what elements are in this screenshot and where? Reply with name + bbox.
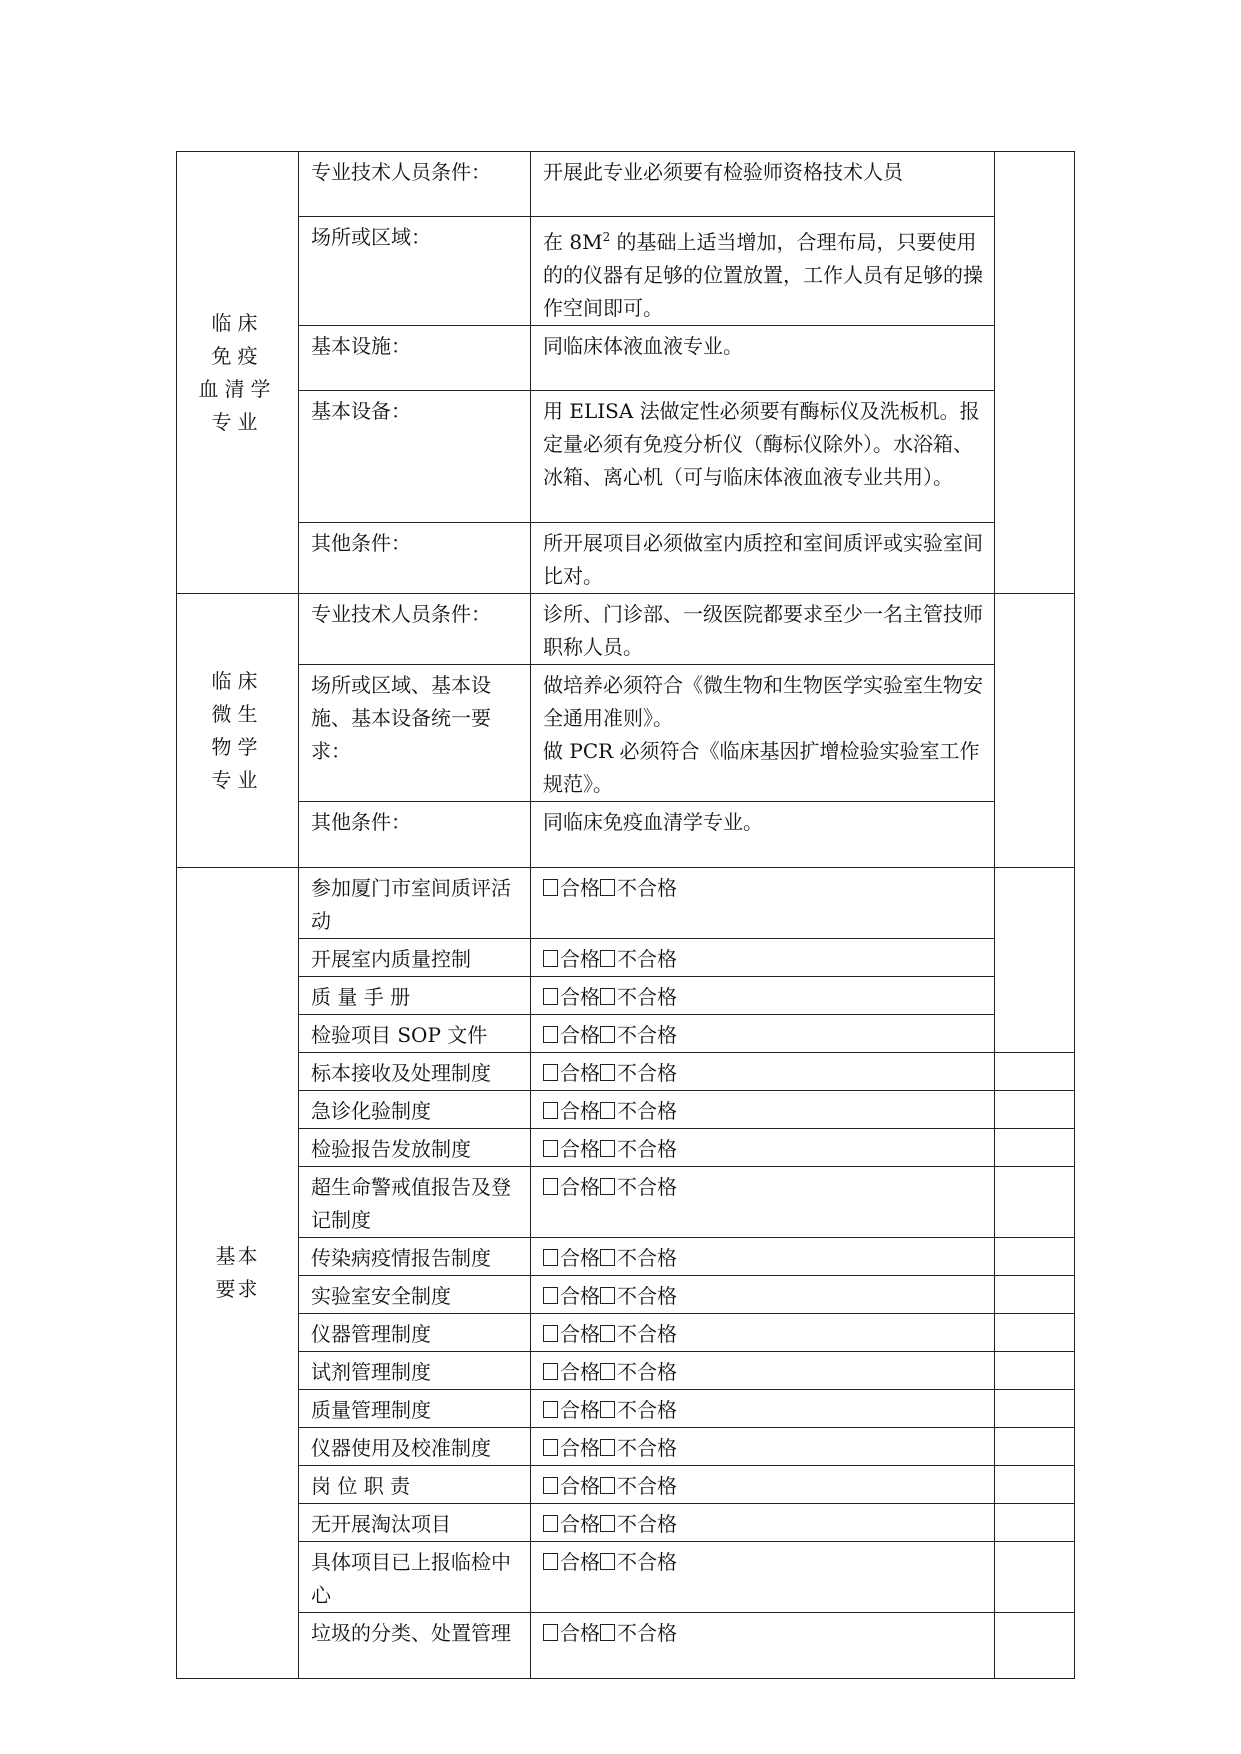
result-cell: 合格 不合格 (531, 1504, 995, 1542)
checkbox-pass[interactable] (543, 950, 558, 967)
checkbox-fail[interactable] (600, 1064, 615, 1081)
table-row (177, 665, 1075, 802)
result-cell: 合格 不合格 (531, 1613, 995, 1679)
remarks-cell (995, 1276, 1075, 1314)
result-cell: 合格 不合格 (531, 977, 995, 1015)
item-cell: 垃圾的分类、处置管理 (299, 1613, 531, 1679)
item-cell: 超生命警戒值报告及登记制度 (299, 1167, 531, 1238)
item-cell: 检验项目 SOP 文件 (299, 1015, 531, 1053)
result-cell: 合格 不合格 (531, 1167, 995, 1238)
checkbox-fail[interactable] (600, 1363, 615, 1380)
checkbox-fail[interactable] (600, 1249, 615, 1266)
item-cell: 其他条件： (299, 802, 531, 868)
checkbox-fail[interactable] (600, 950, 615, 967)
checkbox-pass[interactable] (543, 879, 558, 896)
item-cell: 仪器使用及校准制度 (299, 1428, 531, 1466)
checkbox-fail[interactable] (600, 1401, 615, 1418)
result-cell: 合格 不合格 (531, 1091, 995, 1129)
item-cell: 参加厦门市室间质评活动 (299, 868, 531, 939)
item-cell: 场所或区域、基本设施、基本设备统一要求： (299, 665, 531, 802)
table-row (177, 1167, 1075, 1238)
detail-line: 做 PCR 必须符合《临床基因扩增检验实验室工作规范》。 (543, 739, 980, 796)
checkbox-pass[interactable] (543, 1477, 558, 1494)
checkbox-pass[interactable] (543, 1439, 558, 1456)
result-cell: 合格 不合格 (531, 1276, 995, 1314)
table-row (177, 217, 1075, 326)
table-row (177, 1276, 1075, 1314)
checkbox-pass[interactable] (543, 988, 558, 1005)
remarks-cell (995, 1504, 1075, 1542)
item-cell: 实验室安全制度 (299, 1276, 531, 1314)
requirements-table (176, 151, 1075, 1679)
result-cell: 合格 不合格 (531, 1314, 995, 1352)
checkbox-pass[interactable] (543, 1140, 558, 1157)
checkbox-fail[interactable] (600, 1178, 615, 1195)
item-cell: 场所或区域： (299, 217, 531, 326)
detail-cell: 用 ELISA 法做定性必须要有酶标仪及洗板机。报定量必须有免疫分析仪（酶标仪除外）。水浴箱、冰箱、离心机（可与临床体液血液专业共用）。 (531, 391, 995, 523)
table-row (177, 977, 1075, 1015)
checkbox-pass[interactable] (543, 1287, 558, 1304)
checkbox-pass[interactable] (543, 1026, 558, 1043)
remarks-cell (995, 1613, 1075, 1679)
result-cell: 合格 不合格 (531, 1352, 995, 1390)
table-row (177, 802, 1075, 868)
item-cell: 质 量 手 册 (299, 977, 531, 1015)
checkbox-fail[interactable] (600, 1026, 615, 1043)
table-row (177, 1613, 1075, 1679)
checkbox-pass[interactable] (543, 1064, 558, 1081)
item-cell: 试剂管理制度 (299, 1352, 531, 1390)
checkbox-pass[interactable] (543, 1553, 558, 1570)
checkbox-pass[interactable] (543, 1363, 558, 1380)
table-row (177, 1390, 1075, 1428)
item-cell: 基本设备： (299, 391, 531, 523)
checkbox-pass[interactable] (543, 1515, 558, 1532)
item-cell: 无开展淘汰项目 (299, 1504, 531, 1542)
result-cell: 合格 不合格 (531, 1390, 995, 1428)
table-row (177, 152, 1075, 217)
remarks-cell (995, 1053, 1075, 1091)
checkbox-pass[interactable] (543, 1178, 558, 1195)
checkbox-fail[interactable] (600, 1325, 615, 1342)
item-cell: 急诊化验制度 (299, 1091, 531, 1129)
table-row (177, 1053, 1075, 1091)
checkbox-pass[interactable] (543, 1624, 558, 1641)
table-row (177, 939, 1075, 977)
item-cell: 检验报告发放制度 (299, 1129, 531, 1167)
result-cell: 合格 不合格 (531, 1015, 995, 1053)
checkbox-pass[interactable] (543, 1249, 558, 1266)
table-row (177, 326, 1075, 391)
section-label-basic: 基本 要求 (177, 868, 299, 1679)
remarks-cell (995, 1352, 1075, 1390)
table-row (177, 1466, 1075, 1504)
result-cell: 合格 不合格 (531, 1428, 995, 1466)
section-label-microbiology: 临床 微生 物学 专业 (177, 594, 299, 868)
table-row (177, 1238, 1075, 1276)
result-cell: 合格 不合格 (531, 1238, 995, 1276)
remarks-cell (995, 1428, 1075, 1466)
item-cell: 专业技术人员条件： (299, 594, 531, 665)
detail-cell: 同临床免疫血清学专业。 (531, 802, 995, 868)
table-row (177, 1352, 1075, 1390)
item-cell: 基本设施： (299, 326, 531, 391)
checkbox-fail[interactable] (600, 988, 615, 1005)
checkbox-fail[interactable] (600, 1287, 615, 1304)
checkbox-pass[interactable] (543, 1102, 558, 1119)
checkbox-fail[interactable] (600, 1477, 615, 1494)
checkbox-fail[interactable] (600, 1140, 615, 1157)
result-cell: 合格 不合格 (531, 1129, 995, 1167)
checkbox-pass[interactable] (543, 1325, 558, 1342)
result-cell: 合格 不合格 (531, 939, 995, 977)
remarks-cell (995, 1129, 1075, 1167)
table-row (177, 1129, 1075, 1167)
result-cell: 合格 不合格 (531, 1466, 995, 1504)
section-label-immunology: 临床 免疫 血清学 专业 (177, 152, 299, 594)
table-row (177, 868, 1075, 939)
table-row (177, 594, 1075, 665)
item-cell: 岗 位 职 责 (299, 1466, 531, 1504)
table-row (177, 1542, 1075, 1613)
remarks-cell (995, 868, 1075, 1053)
checkbox-pass[interactable] (543, 1401, 558, 1418)
result-cell: 合格 不合格 (531, 868, 995, 939)
detail-cell: 开展此专业必须要有检验师资格技术人员 (531, 152, 995, 217)
remarks-cell (995, 152, 1075, 594)
remarks-cell (995, 1314, 1075, 1352)
item-cell: 仪器管理制度 (299, 1314, 531, 1352)
detail-cell: 在 $8M^2$ 的基础上适当增加，合理布局，只要使用的的仪器有足够的位置放置，工作人员有足够的操作空间即可。 (531, 217, 995, 326)
detail-line: 做培养必须符合《微生物和生物医学实验室生物安全通用准则》。 (543, 673, 983, 730)
checkbox-fail[interactable] (600, 1624, 615, 1641)
detail-cell: 同临床体液血液专业。 (531, 326, 995, 391)
item-cell: 标本接收及处理制度 (299, 1053, 531, 1091)
remarks-cell (995, 1238, 1075, 1276)
table-row (177, 1504, 1075, 1542)
detail-cell: 诊所、门诊部、一级医院都要求至少一名主管技师职称人员。 (531, 594, 995, 665)
table-row (177, 1314, 1075, 1352)
item-cell: 传染病疫情报告制度 (299, 1238, 531, 1276)
remarks-cell (995, 1091, 1075, 1129)
remarks-cell (995, 594, 1075, 868)
table-row (177, 1428, 1075, 1466)
item-cell: 其他条件： (299, 523, 531, 594)
remarks-cell (995, 1390, 1075, 1428)
item-cell: 专业技术人员条件： (299, 152, 531, 217)
item-cell: 质量管理制度 (299, 1390, 531, 1428)
table-row (177, 523, 1075, 594)
item-cell: 具体项目已上报临检中心 (299, 1542, 531, 1613)
result-cell: 合格 不合格 (531, 1542, 995, 1613)
remarks-cell (995, 1466, 1075, 1504)
detail-cell (531, 665, 995, 802)
remarks-cell (995, 1542, 1075, 1613)
result-cell: 合格 不合格 (531, 1053, 995, 1091)
remarks-cell (995, 1167, 1075, 1238)
table-row (177, 1091, 1075, 1129)
checkbox-fail[interactable] (600, 879, 615, 896)
checkbox-fail[interactable] (600, 1439, 615, 1456)
item-cell: 开展室内质量控制 (299, 939, 531, 977)
checkbox-fail[interactable] (600, 1553, 615, 1570)
detail-cell: 所开展项目必须做室内质控和室间质评或实验室间比对。 (531, 523, 995, 594)
table-row (177, 391, 1075, 523)
checkbox-fail[interactable] (600, 1515, 615, 1532)
table-row (177, 1015, 1075, 1053)
checkbox-fail[interactable] (600, 1102, 615, 1119)
